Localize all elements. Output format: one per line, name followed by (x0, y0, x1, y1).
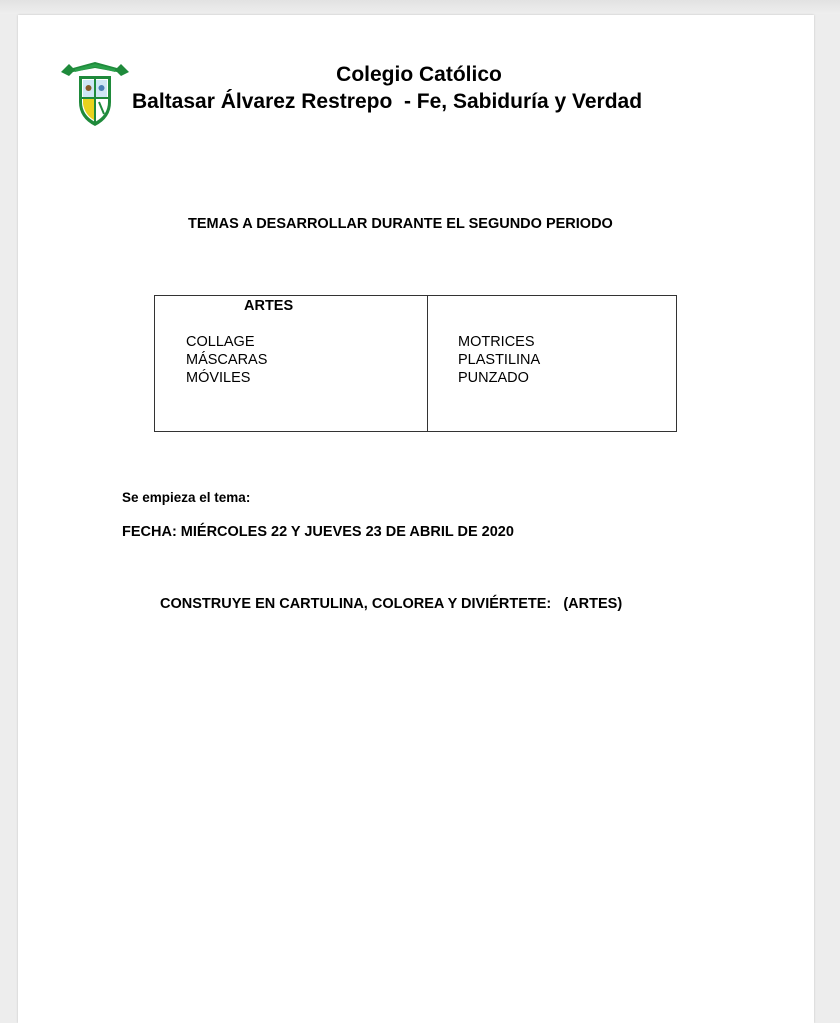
starts-label: Se empieza el tema: (122, 490, 251, 505)
topics-table (154, 295, 677, 432)
topic-item: PLASTILINA (458, 352, 541, 368)
topic-item: MÁSCARAS (186, 352, 268, 368)
instruction-line: CONSTRUYE EN CARTULINA, COLOREA Y DIVIÉRTETE: (ARTES) (160, 596, 623, 612)
school-name-subtitle: Baltasar Álvarez Restrepo - Fe, Sabiduría y Verdad (132, 90, 643, 113)
topics-right-column (458, 333, 540, 387)
topic-item: MÓVILES (186, 370, 251, 386)
topics-left-column (186, 333, 267, 387)
topic-item: COLLAGE (186, 334, 255, 350)
document-page (18, 15, 814, 1023)
topic-item: PUNZADO (458, 370, 529, 386)
topic-item: MOTRICES (458, 334, 535, 350)
date-line: FECHA: MIÉRCOLES 22 Y JUEVES 23 DE ABRIL DE 2020 (122, 524, 514, 540)
table-divider (427, 296, 428, 431)
school-name-title: Colegio Católico (336, 63, 502, 86)
viewer-top-bar (0, 0, 840, 14)
topics-heading: TEMAS A DESARROLLAR DURANTE EL SEGUNDO PERIODO (188, 216, 613, 232)
table-title: ARTES (244, 298, 294, 314)
